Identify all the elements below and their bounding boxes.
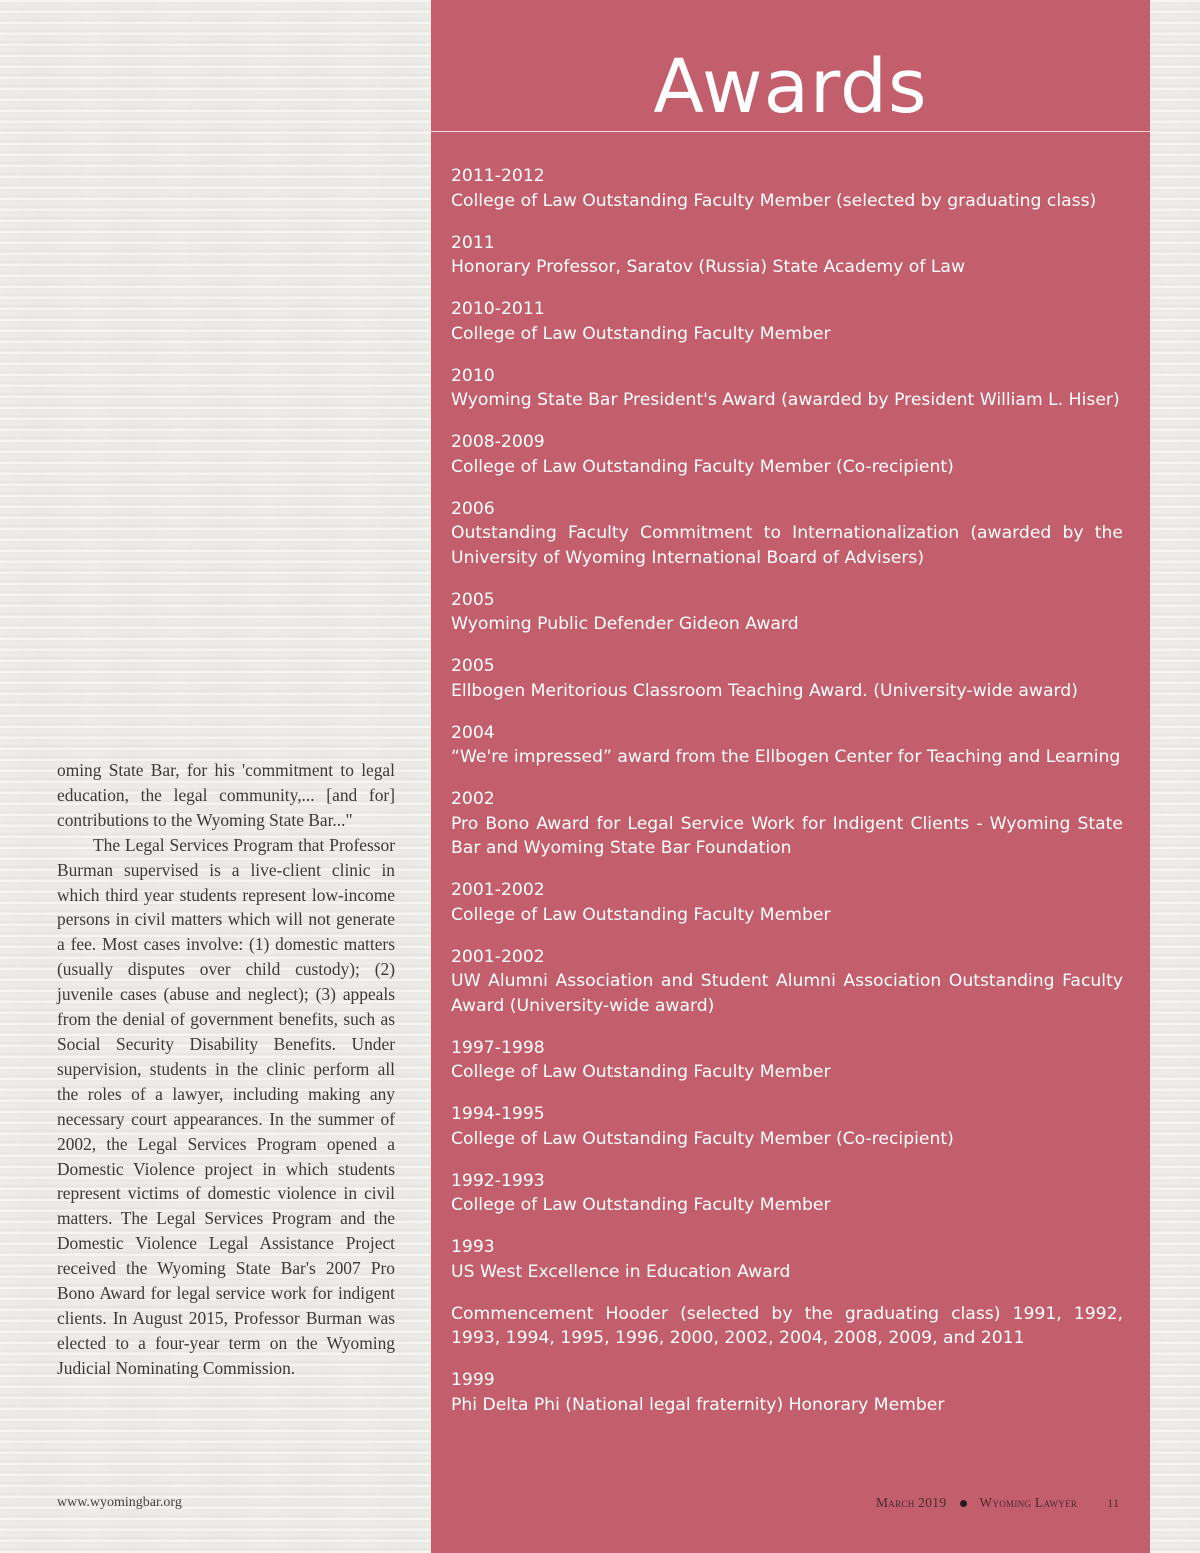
award-item xyxy=(451,588,1123,637)
award-year: 2005 xyxy=(451,589,495,610)
award-description: Commencement Hooder (selected by the graduating class) 1991, 1992, 1993, 1994, 1995, 1996, 2000, 2002, 2004, 2008, 2009, and 2011 xyxy=(451,1303,1123,1348)
award-item xyxy=(451,1169,1123,1218)
award-item xyxy=(451,231,1123,280)
award-description: College of Law Outstanding Faculty Member (Co-recipient) xyxy=(451,456,954,477)
award-item xyxy=(451,1368,1123,1417)
page-number: 11 xyxy=(1107,1496,1120,1510)
award-year: 2001-2002 xyxy=(451,880,545,900)
award-year: 2008-2009 xyxy=(451,432,545,452)
award-item xyxy=(451,1036,1123,1085)
footer-issue-date: March 2019 xyxy=(876,1495,947,1510)
award-description: “We're impressed” award from the Ellbogen Center for Teaching and Learning xyxy=(451,747,1121,767)
title-divider xyxy=(431,131,1150,132)
award-description: UW Alumni Association and Student Alumni Association Outstanding Faculty Award (University-wide award) xyxy=(451,971,1123,1016)
article-paragraph: The Legal Services Program that Professor Burman supervised is a live-client clinic in which third year students represent low-income persons in civil matters which will not generate a fee. Most cases involve: (1) domestic matters (usually disputes over child custody); (2) juvenile cases (abuse and neglect); (3) appeals from the denial of government benefits, such as Social Security Disability Benefits. Under supervision, students in the clinic perform all the roles of a lawyer, including making any necessary court appearances. In the summer of 2002, the Legal Services Program opened a Domestic Violence project in which students represent victims of domestic violence in civil matters. The Legal Services Program and the Domestic Violence Legal Assistance Project received the Wyoming State Bar's 2007 Pro Bono Award for legal service work for indigent clients. In August 2015, Professor Burman was elected to a four-year term on the Wyoming Judicial Nominating Commission. xyxy=(57,834,395,1378)
awards-list xyxy=(451,164,1123,1435)
award-year: 1994-1995 xyxy=(451,1104,545,1124)
award-description: Wyoming Public Defender Gideon Award xyxy=(451,614,799,634)
award-item xyxy=(451,1302,1123,1351)
award-item xyxy=(451,364,1123,413)
article-body-text xyxy=(57,758,395,1381)
award-year: 1999 xyxy=(451,1370,495,1390)
award-item xyxy=(451,164,1123,213)
footer-publication-name: Wyoming Lawyer xyxy=(979,1495,1078,1510)
footer-publication-info xyxy=(876,1495,1146,1511)
award-year: 2006 xyxy=(451,498,495,519)
award-description: Phi Delta Phi (National legal fraternity) Honorary Member xyxy=(451,1394,945,1415)
award-year: 2011-2012 xyxy=(451,166,545,186)
award-item xyxy=(451,787,1123,861)
award-year: 2010-2011 xyxy=(451,299,545,319)
award-year: 2005 xyxy=(451,656,495,676)
award-item xyxy=(451,945,1123,1019)
awards-panel xyxy=(431,0,1150,1553)
award-year: 1993 xyxy=(451,1237,495,1257)
article-paragraph: oming State Bar, for his 'commitment to legal education, the legal community,... [and for] contributions to the Wyoming State Bar..." xyxy=(57,760,395,830)
award-description: Pro Bono Award for Legal Service Work for Indigent Clients - Wyoming State Bar and Wyoming State Bar Foundation xyxy=(451,813,1123,858)
award-year: 2001-2002 xyxy=(451,946,545,967)
award-year: 1997-1998 xyxy=(451,1037,545,1058)
award-description: Ellbogen Meritorious Classroom Teaching Award. (University-wide award) xyxy=(451,680,1078,701)
award-description: College of Law Outstanding Faculty Member xyxy=(451,323,831,344)
award-item xyxy=(451,654,1123,703)
award-description: College of Law Outstanding Faculty Member xyxy=(451,1062,831,1082)
bullet-icon xyxy=(960,1500,967,1507)
award-description: US West Excellence in Education Award xyxy=(451,1261,791,1282)
award-item xyxy=(451,1235,1123,1284)
award-item xyxy=(451,297,1123,346)
award-description: Wyoming State Bar President's Award (awarded by President William L. Hiser) xyxy=(451,390,1120,410)
award-description: College of Law Outstanding Faculty Member (selected by graduating class) xyxy=(451,190,1097,211)
award-description: College of Law Outstanding Faculty Member xyxy=(451,1195,831,1215)
award-description: Outstanding Faculty Commitment to Internationalization (awarded by the University of Wyoming International Board of Advisers) xyxy=(451,523,1123,568)
award-item xyxy=(451,497,1123,571)
award-item xyxy=(451,878,1123,927)
award-description: Honorary Professor, Saratov (Russia) State Academy of Law xyxy=(451,257,965,277)
footer-website: www.wyomingbar.org xyxy=(57,1495,182,1510)
award-item xyxy=(451,1102,1123,1151)
award-year: 2004 xyxy=(451,722,495,743)
award-description: College of Law Outstanding Faculty Member xyxy=(451,904,831,925)
award-description: College of Law Outstanding Faculty Member (Co-recipient) xyxy=(451,1128,954,1149)
award-item xyxy=(451,430,1123,479)
award-year: 2011 xyxy=(451,232,495,253)
award-year: 1992-1993 xyxy=(451,1170,545,1191)
award-year: 2010 xyxy=(451,365,495,386)
award-year: 2002 xyxy=(451,789,495,809)
awards-title: Awards xyxy=(653,44,928,130)
award-item xyxy=(451,721,1123,770)
